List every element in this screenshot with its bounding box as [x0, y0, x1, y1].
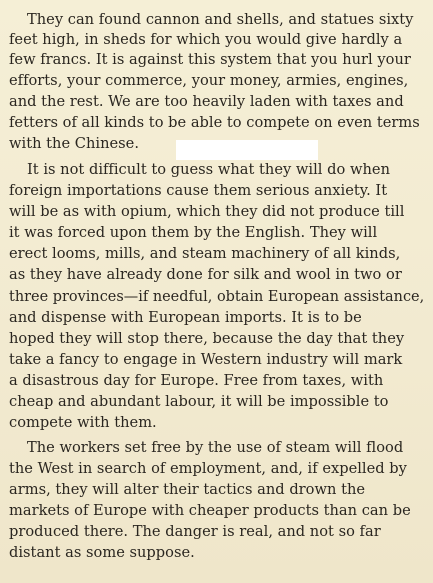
text-line: markets of Europe with cheaper products than can be [9, 502, 411, 519]
text-line: as they have already done for silk and wool in two or [9, 266, 402, 283]
text-line: distant as some suppose. [9, 544, 195, 561]
text-line: foreign importations cause them serious anxiety. It [9, 182, 388, 199]
text-line: three provinces—if needful, obtain European assistance, [9, 288, 425, 305]
text-line: with the Chinese. [9, 135, 139, 152]
text-line: feet high, in sheds for which you would give hardly a [9, 31, 403, 48]
text-line: produced there. The danger is real, and not so far [9, 523, 381, 540]
text-line: cheap and abundant labour, it will be impossible to [9, 393, 389, 410]
text-line: the West in search of employment, and, if expelled by [9, 460, 407, 477]
text-line: The workers set free by the use of steam will flood [27, 439, 404, 456]
text-line: hoped they will stop there, because the day that they [9, 330, 405, 347]
text-line: They can found cannon and shells, and statues sixty [27, 11, 414, 28]
text-line: compete with them. [9, 414, 157, 431]
text-line: a disastrous day for Europe. Free from taxes, with [9, 372, 384, 389]
text-line: efforts, your commerce, your money, armies, engines, [9, 72, 409, 89]
redaction-box [176, 140, 318, 160]
text-line: and dispense with European imports. It is to be [9, 309, 362, 326]
text-line: erect looms, mills, and steam machinery of all kinds, [9, 245, 401, 262]
text-line: arms, they will alter their tactics and drown the [9, 481, 366, 498]
text-line: It is not difficult to guess what they will do when [27, 161, 390, 178]
text-line: will be as with opium, which they did not produce till [9, 203, 405, 220]
text-line: fetters of all kinds to be able to compete on even terms [9, 114, 420, 131]
text-line: and the rest. We are too heavily laden with taxes and [9, 93, 404, 110]
text-line: it was forced upon them by the English. They will [9, 224, 378, 241]
text-line: few francs. It is against this system that you hurl your [9, 51, 411, 68]
text-line: take a fancy to engage in Western industry will mark [9, 351, 403, 368]
